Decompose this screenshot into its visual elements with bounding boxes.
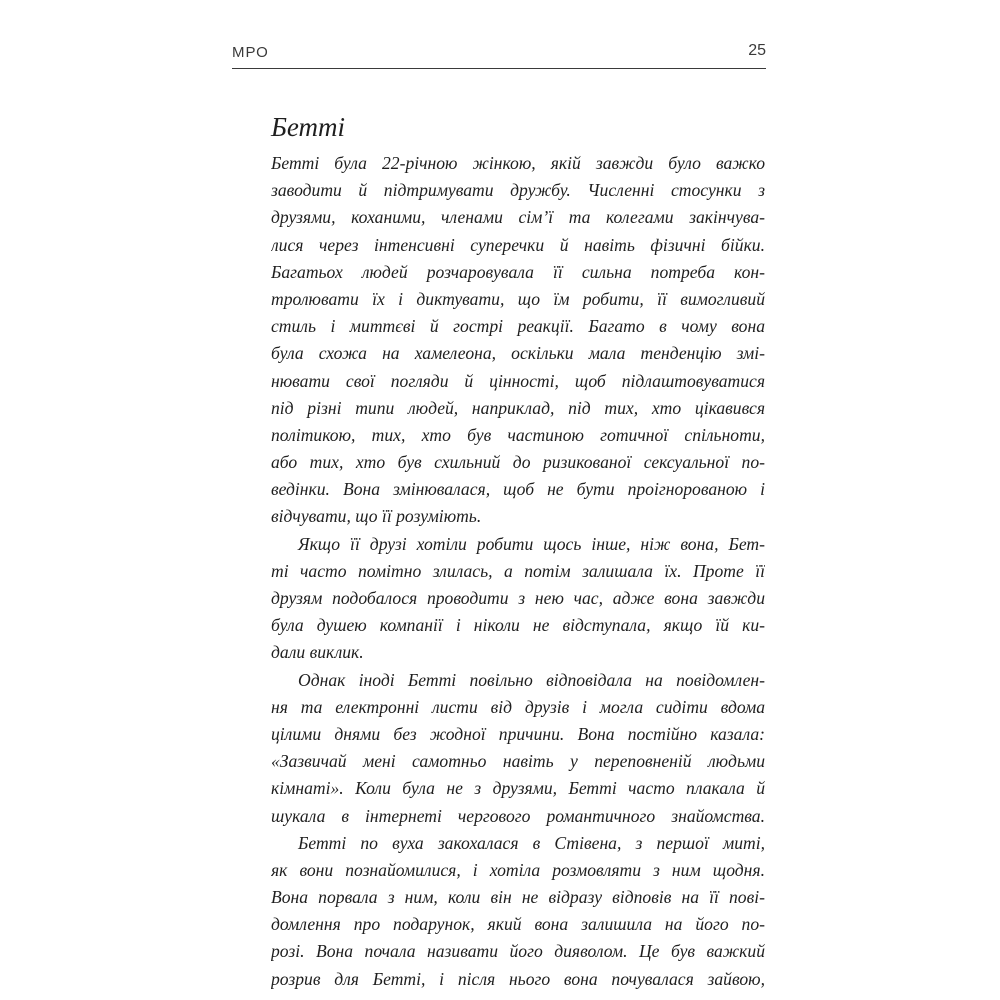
running-head-section: МРО — [232, 44, 269, 61]
text-line: Бетті була 22-річною жінкою, якій завжди було важко — [271, 153, 765, 173]
text-line: шукала в інтернеті чергового романтичного знайомства. — [271, 805, 765, 826]
page-number: 25 — [748, 42, 766, 59]
text-line: нювати свої погляди й цінності, щоб підлаштовуватися — [271, 370, 765, 391]
text-line: ведінки. Вона змінювалася, щоб не бути проігнорованою і — [271, 479, 765, 500]
text-line: розрив для Бетті, і після нього вона почувалася зайвою, — [271, 968, 765, 989]
text-line: або тих, хто був схильний до ризикованої сексуальної по- — [271, 452, 765, 473]
text-line: «Зазвичай мені самотньо навіть у переповненій людьми — [271, 751, 765, 772]
text-line: стиль і миттєві й гострі реакції. Багато в чому вона — [271, 316, 765, 337]
running-head — [232, 40, 766, 69]
text-line: політикою, тих, хто був частиною готичної спільноти, — [271, 424, 765, 445]
text-line: домлення про подарунок, який вона залишила на його по- — [271, 914, 765, 935]
text-line: як вони познайомилися, і хотіла розмовляти з ним щодня. — [271, 859, 765, 880]
text-line: під різні типи людей, наприклад, під тих, хто цікавився — [271, 397, 765, 418]
text-line: відчувати, що її розуміють. — [271, 506, 482, 527]
text-line: була схожа на хамелеона, оскільки мала тенденцію змі- — [271, 343, 765, 364]
body-text — [271, 150, 765, 993]
text-line: друзями, коханими, членами сім’ї та колегами закінчува- — [271, 207, 765, 228]
text-line: друзям подобалося проводити з нею час, адже вона завжди — [271, 588, 765, 608]
text-line: лися через інтенсивні суперечки й навіть фізичні бійки. — [271, 234, 765, 255]
text-line: ті часто помітно злилась, а потім залишала їх. Проте її — [271, 560, 765, 581]
text-line: була душею компанії і ніколи не відступала, якщо їй ки- — [271, 615, 765, 636]
text-line: Бетті по вуха закохалася в Стівена, з першої миті, — [298, 832, 765, 853]
text-line: цілими днями без жодної причини. Вона постійно казала: — [271, 723, 765, 744]
text-line: тролювати їх і диктувати, що їм робити, її вимогливий — [271, 288, 765, 309]
text-line: дали виклик. — [271, 642, 364, 663]
section-heading: Бетті — [271, 112, 346, 142]
text-line: кімнаті». Коли була не з друзями, Бетті часто плакала й — [271, 778, 765, 799]
text-line: Багатьох людей розчаровувала її сильна потреба кон- — [271, 261, 765, 282]
text-line: Якщо її друзі хотіли робити щось інше, ніж вона, Бет- — [298, 533, 765, 554]
text-line: ня та електронні листи від друзів і могла сидіти вдома — [271, 696, 765, 717]
text-line: Вона порвала з ним, коли він не відразу відповів на її пові- — [271, 887, 765, 908]
text-line: розі. Вона почала називати його дияволом. Це був важкий — [271, 941, 765, 962]
text-line: заводити й підтримувати дружбу. Численні стосунки з — [271, 180, 765, 201]
text-line: Однак іноді Бетті повільно відповідала на повідомлен- — [298, 669, 765, 690]
